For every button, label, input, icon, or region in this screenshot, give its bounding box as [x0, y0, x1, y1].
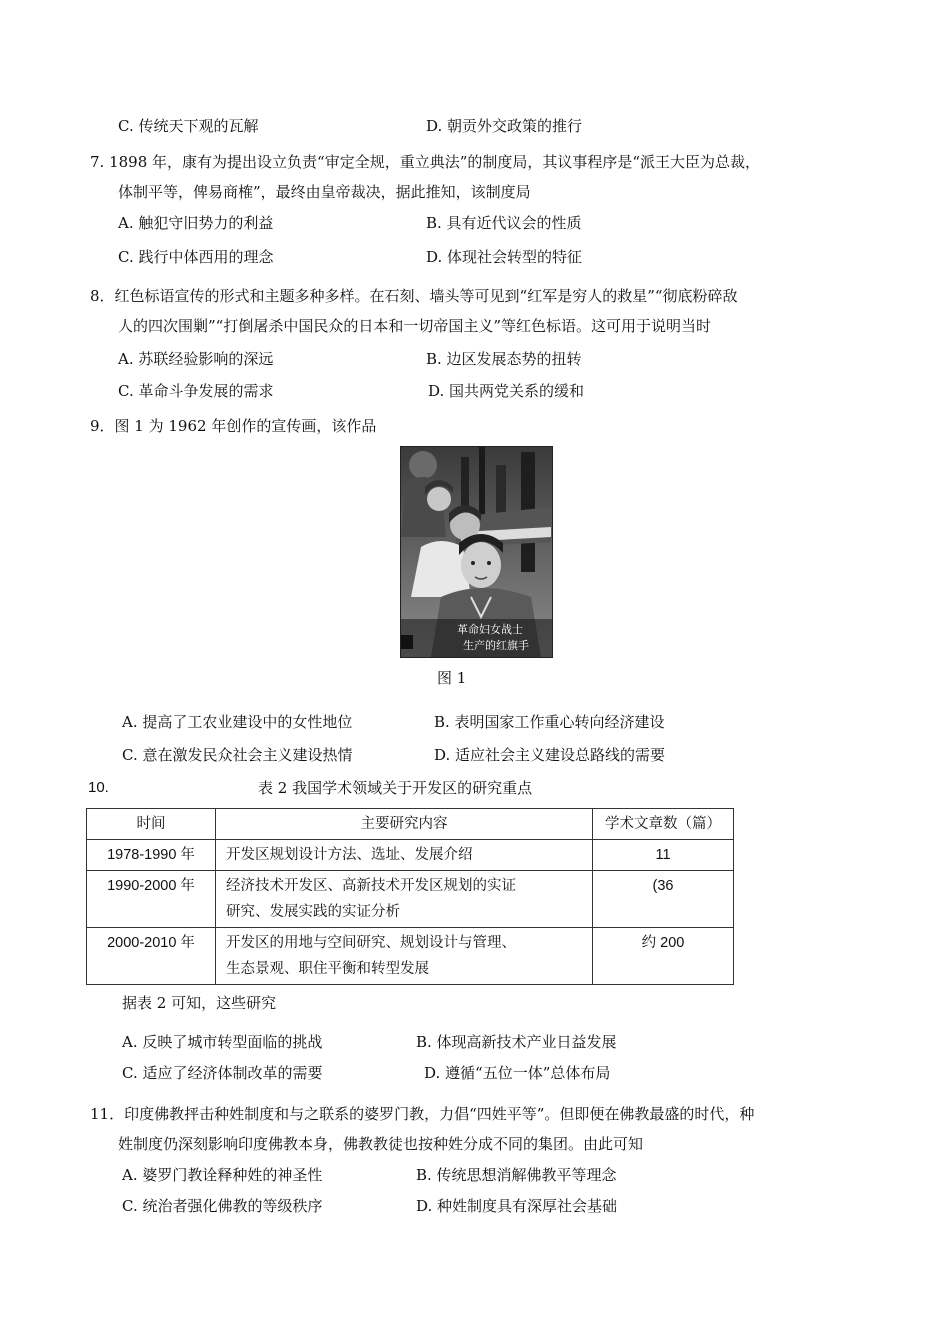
- q11-stem-line-2: 姓制度仍深刻影响印度佛教本身，佛教教徒也按种姓分成不同的集团。由此可知: [118, 1135, 644, 1153]
- q9-option-b: B. 表明国家工作重心转向经济建设: [434, 713, 665, 731]
- q7-stem-line-2: 体制平等，俾易商榷”，最终由皇帝裁决，据此推知，该制度局: [118, 183, 531, 201]
- q8-option-c: C. 革命斗争发展的需求: [118, 382, 274, 400]
- table-title: 表 2 我国学术领域关于开发区的研究重点: [258, 779, 533, 797]
- q10-stem: 据表 2 可知，这些研究: [122, 994, 277, 1012]
- q7-option-a: A. 触犯守旧势力的利益: [118, 214, 274, 232]
- table-row: [87, 871, 734, 928]
- q9-option-c: C. 意在激发民众社会主义建设热情: [122, 746, 353, 764]
- q11-option-c: C. 统治者强化佛教的等级秩序: [122, 1197, 323, 1215]
- poster-illustration: [401, 447, 552, 657]
- q7-option-c: C. 践行中体西用的理念: [118, 248, 274, 266]
- q11-option-d: D. 种姓制度具有深厚社会基础: [416, 1197, 618, 1215]
- q10-option-b: B. 体现高新技术产业日益发展: [416, 1033, 617, 1051]
- q9-option-d: D. 适应社会主义建设总路线的需要: [434, 746, 666, 764]
- table-header-row: [87, 809, 734, 840]
- propaganda-poster-figure: [400, 446, 553, 658]
- header-count: 学术文章数（篇）: [593, 809, 734, 840]
- q6-option-c: C. 传统天下观的瓦解: [118, 117, 259, 135]
- research-table: [86, 808, 734, 985]
- figure-caption: 图 1: [437, 669, 467, 687]
- row-content-line-1: 经济技术开发区、高新技术开发区规划的实证: [226, 878, 516, 894]
- row-content: [216, 928, 593, 985]
- q7-stem-line-1: 7. 1898 年，康有为提出设立负责“审定全规，重立典法”的制度局，其议事程序是“派王大臣为总裁，: [90, 153, 761, 171]
- q8-option-d: D. 国共两党关系的缓和: [428, 382, 585, 400]
- q8-option-b: B. 边区发展态势的扭转: [426, 350, 582, 368]
- q8-stem-line-1: 8．红色标语宣传的形式和主题多种多样。在石刻、墙头等可见到“红军是穷人的救星”“彻底粉碎敌: [90, 287, 738, 305]
- row-period: 1990-2000 年: [87, 871, 216, 928]
- poster-text-line-1: 革命妇女战士: [457, 623, 523, 636]
- row-count: (36: [593, 871, 734, 928]
- q10-option-a: A. 反映了城市转型面临的挑战: [122, 1033, 323, 1051]
- q11-stem-line-1: 11．印度佛教抨击种姓制度和与之联系的婆罗门教，力倡“四姓平等”。但即便在佛教最盛的时代，种: [90, 1105, 755, 1123]
- q10-option-c: C. 适应了经济体制改革的需要: [122, 1064, 323, 1082]
- row-content-line-2: 研究、发展实践的实证分析: [226, 904, 400, 920]
- q7-option-b: B. 具有近代议会的性质: [426, 214, 582, 232]
- row-content: [216, 871, 593, 928]
- row-content-line-2: 生态景观、职住平衡和转型发展: [226, 961, 429, 977]
- q11-option-b: B. 传统思想消解佛教平等理念: [416, 1166, 617, 1184]
- row-content: [216, 840, 593, 871]
- row-period: 1978-1990 年: [87, 840, 216, 871]
- row-count: 约 200: [593, 928, 734, 985]
- header-content: 主要研究内容: [216, 809, 593, 840]
- table-row: [87, 840, 734, 871]
- header-period: 时间: [87, 809, 216, 840]
- q10-option-d: D. 遵循“五位一体”总体布局: [424, 1064, 611, 1082]
- q10-number: 10.: [88, 779, 109, 796]
- q9-stem: 9．图 1 为 1962 年创作的宣传画，该作品: [90, 417, 377, 435]
- row-content-line-1: 开发区的用地与空间研究、规划设计与管理、: [226, 935, 516, 951]
- poster-text-line-2: 生产的红旗手: [463, 639, 529, 652]
- q8-stem-line-2: 人的四次围剿”“打倒屠杀中国民众的日本和一切帝国主义”等红色标语。这可用于说明当时: [118, 317, 712, 335]
- q9-option-a: A. 提高了工农业建设中的女性地位: [122, 713, 353, 731]
- row-period: 2000-2010 年: [87, 928, 216, 985]
- q7-option-d: D. 体现社会转型的特征: [426, 248, 583, 266]
- q11-option-a: A. 婆罗门教诠释种姓的神圣性: [122, 1166, 323, 1184]
- q8-option-a: A. 苏联经验影响的深远: [118, 350, 274, 368]
- row-content-line-1: 开发区规划设计方法、选址、发展介绍: [226, 847, 473, 863]
- table-row: [87, 928, 734, 985]
- row-count: 11: [593, 840, 734, 871]
- q6-option-d: D. 朝贡外交政策的推行: [426, 117, 583, 135]
